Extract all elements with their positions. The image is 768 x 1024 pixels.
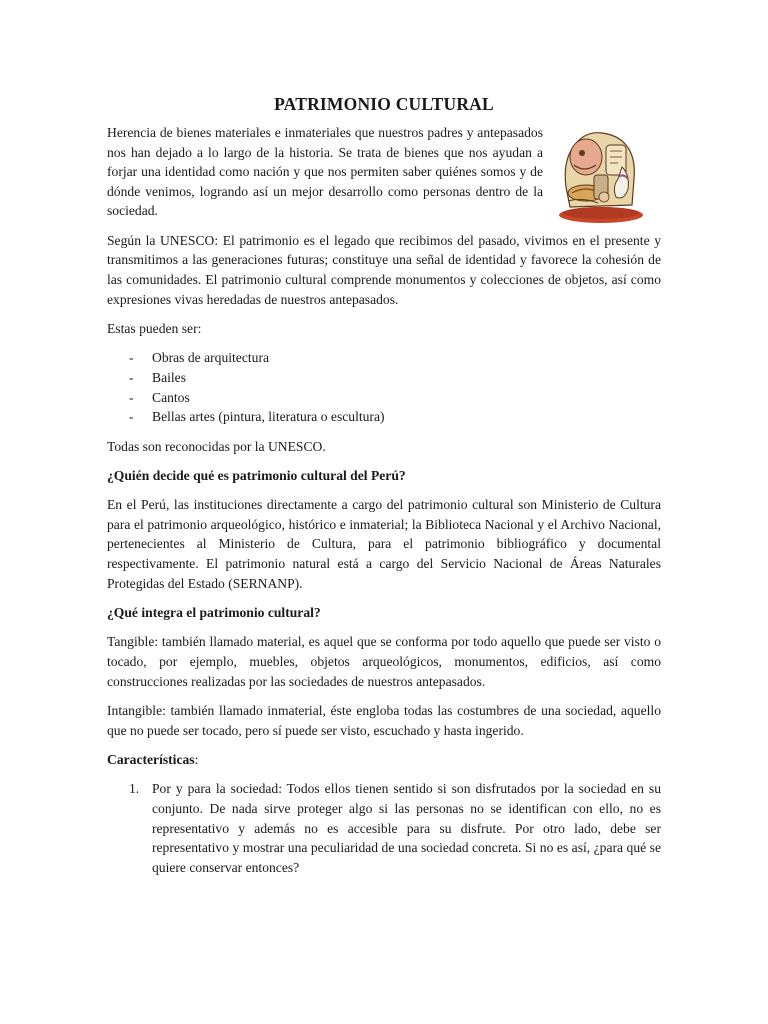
list-item bbox=[107, 348, 661, 368]
list-item bbox=[107, 368, 661, 388]
list-item bbox=[107, 407, 661, 427]
list-intro: Estas pueden ser: bbox=[107, 320, 202, 336]
list-item-text: Bellas artes (pintura, literatura o escultura) bbox=[152, 409, 385, 425]
answer-paragraph-1: En el Perú, las instituciones directamente a cargo del patrimonio cultural son Ministerio de Cultura para el patrimonio arqueológico, histórico e inmaterial; la Biblioteca Nacional y el Archivo Nacional, pertenecientes al Ministerio de Cultura, para el patrimonio bibliográfico y documental respectivamente. El patrimonio natural está a cargo del Servicio Nacional de Áreas Naturales Protegidas del Estado (SERNANP). bbox=[107, 497, 661, 591]
list-item-text: Bailes bbox=[152, 369, 186, 385]
unesco-paragraph bbox=[107, 231, 661, 309]
recognized-sentence: Todas son reconocidas por la UNESCO. bbox=[107, 438, 326, 454]
characteristics-heading-text: Características bbox=[107, 752, 195, 767]
intangible-paragraph: Intangible: también llamado inmaterial, éste engloba todas las costumbres de una sociedad, aquello que no puede ser tocado, pero sí puede ser visto, escuchado y hasta ingerido. bbox=[107, 703, 661, 738]
dash-bullet: - bbox=[129, 409, 134, 425]
heritage-types-list bbox=[107, 348, 661, 426]
list-item-text: Obras de arquitectura bbox=[152, 350, 270, 366]
heritage-clipart-icon bbox=[558, 127, 644, 225]
characteristics-list bbox=[107, 779, 661, 877]
characteristics-colon: : bbox=[194, 752, 199, 767]
document-body bbox=[107, 92, 661, 877]
characteristic-item bbox=[107, 779, 661, 877]
characteristics-heading bbox=[107, 750, 661, 770]
cultural-heritage-illustration bbox=[558, 127, 644, 225]
dash-bullet: - bbox=[129, 389, 134, 405]
question-heading-1: ¿Quién decide qué es patrimonio cultural del Perú? bbox=[107, 467, 406, 483]
list-item bbox=[107, 388, 661, 408]
dash-bullet: - bbox=[129, 350, 134, 366]
page-title: PATRIMONIO CULTURAL bbox=[274, 94, 494, 114]
tangible-paragraph: Tangible: también llamado material, es aquel que se conforma por todo aquello que puede ser visto o tocado, por ejemplo, muebles, objetos arqueológicos, monumentos, edificios, así como construcciones realizadas por las sociedades de nuestros antepasados. bbox=[107, 634, 661, 689]
item-number: 1. bbox=[129, 781, 140, 797]
question-heading-2: ¿Qué integra el patrimonio cultural? bbox=[107, 605, 321, 621]
list-item-text: Cantos bbox=[152, 389, 190, 405]
intro-paragraph: Herencia de bienes materiales e inmateriales que nuestros padres y antepasados nos han dejado a lo largo de la historia. Se trata de bienes que nos ayudan a forjar una identidad como nación y que nos permiten saber quiénes somos y de dónde venimos, logrando así un mejor desarrollo como personas dentro de la sociedad. bbox=[107, 125, 543, 219]
dash-bullet: - bbox=[129, 369, 134, 385]
characteristic-text: Por y para la sociedad: Todos ellos tienen sentido si son disfrutados por la sociedad en su conjunto. De nada sirve proteger algo si las personas no se identifican con ello, no es representativo y además no es accesible para su disfrute. Por otro lado, debe ser representativo y mostrar una peculiaridad de una sociedad concreta. Si no es así, ¿para qué se quiere conservar entonces? bbox=[152, 781, 661, 875]
unesco-text: Según la UNESCO: El patrimonio es el legado que recibimos del pasado, vivimos en el presente y transmitimos a las generaciones futuras; constituye una señal de identidad y favorece la cohesión de las comunidades. El patrimonio cultural comprende monumentos y colecciones de objetos, así como expresiones vivas heredadas de nuestros antepasados. bbox=[107, 232, 661, 307]
